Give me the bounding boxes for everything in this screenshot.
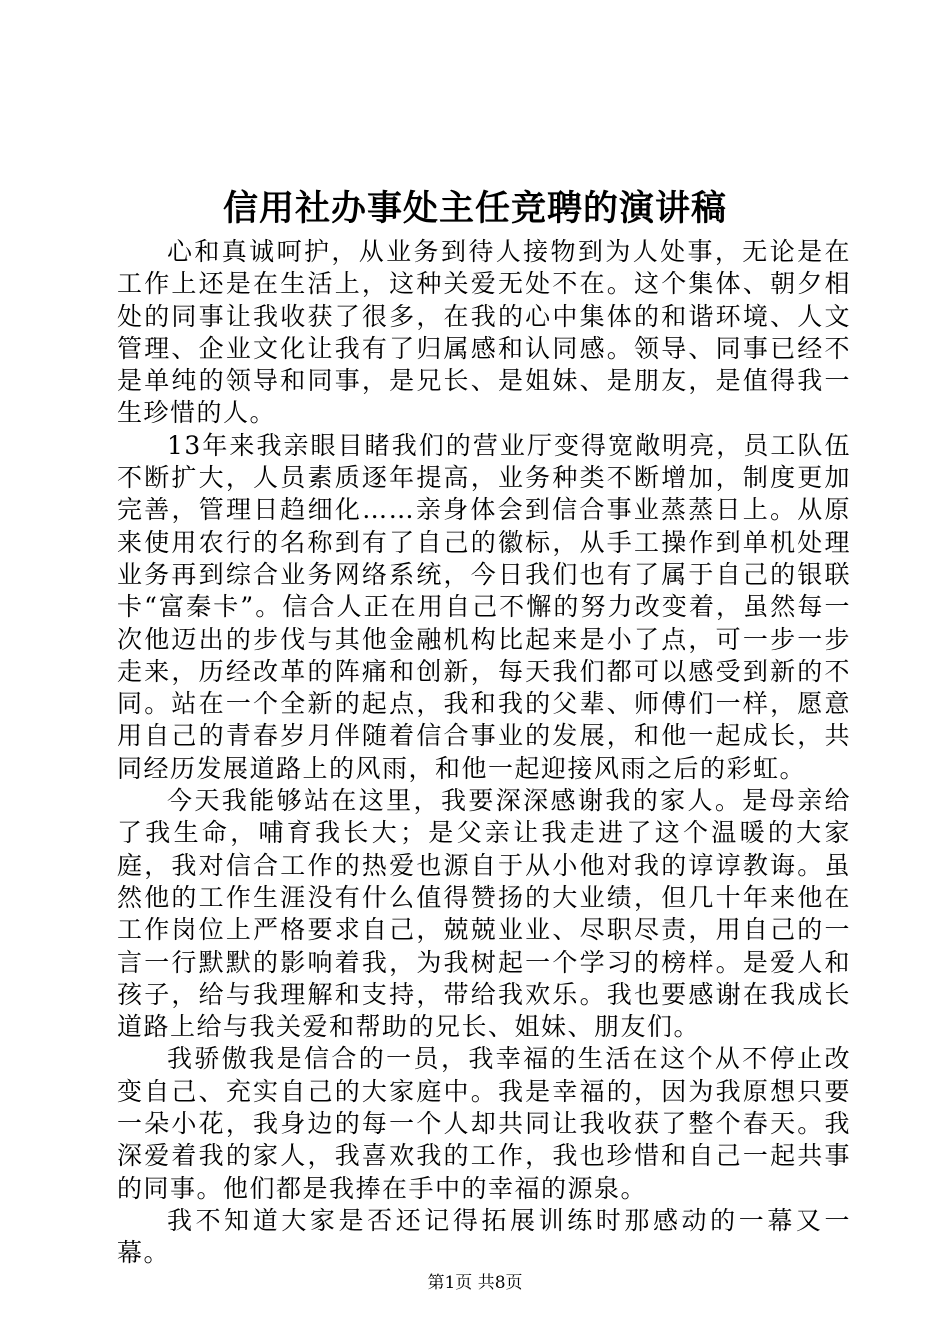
paragraph: 心和真诚呵护，从业务到待人接物到为人处事，无论是在工作上还是在生活上，这种关爱无处不在。这个集体、朝夕相处的同事让我收获了很多，在我的心中集体的和谐环境、人文管理、企业文化让我有了归属感和认同感。领导、同事已经不是单纯的领导和同事，是兄长、是姐妹、是朋友，是值得我一生珍惜的人。 [117, 237, 851, 428]
document-body [117, 236, 851, 1270]
paragraph: 13年来我亲眼目睹我们的营业厅变得宽敞明亮，员工队伍不断扩大，人员素质逐年提高，业务种类不断增加，制度更加完善，管理日趋细化……亲身体会到信合事业蒸蒸日上。从原来使用农行的名称到有了自己的徽标，从手工操作到单机处理业务再到综合业务网络系统，今日我们也有了属于自己的银联卡“富秦卡”。信合人正在用自己不懈的努力改变着，虽然每一次他迈出的步伐与其他金融机构比起来是小了点，可一步一步走来，历经改革的阵痛和创新，每天我们都可以感受到新的不同。站在一个全新的起点，我和我的父辈、师傅们一样，愿意用自己的青春岁月伴随着信合事业的发展，和他一起成长，共同经历发展道路上的风雨，和他一起迎接风雨之后的彩虹。 [117, 430, 851, 783]
document-title: 信用社办事处主任竞聘的演讲稿 [222, 188, 727, 229]
paragraph: 我骄傲我是信合的一员，我幸福的生活在这个从不停止改变自己、充实自己的大家庭中。我是幸福的，因为我原想只要一朵小花，我身边的每一个人却共同让我收获了整个春天。我深爱着我的家人，我喜欢我的工作，我也珍惜和自己一起共事的同事。他们都是我捧在手中的幸福的源泉。 [117, 1044, 851, 1203]
page-number-footer: 第1页 共8页 [427, 1273, 523, 1293]
paragraph: 今天我能够站在这里，我要深深感谢我的家人。是母亲给了我生命，哺育我长大；是父亲让我走进了这个温暖的大家庭，我对信合工作的热爱也源自于从小他对我的谆谆教诲。虽然他的工作生涯没有什么值得赞扬的大业绩，但几十年来他在工作岗位上严格要求自己，兢兢业业、尽职尽责，用自己的一言一行默默的影响着我，为我树起一个学习的榜样。是爱人和孩子，给与我理解和支持，带给我欢乐。我也要感谢在我成长道路上给与我关爱和帮助的兄长、姐妹、朋友们。 [117, 786, 851, 1042]
paragraph: 我不知道大家是否还记得拓展训练时那感动的一幕又一幕。 [117, 1205, 851, 1268]
